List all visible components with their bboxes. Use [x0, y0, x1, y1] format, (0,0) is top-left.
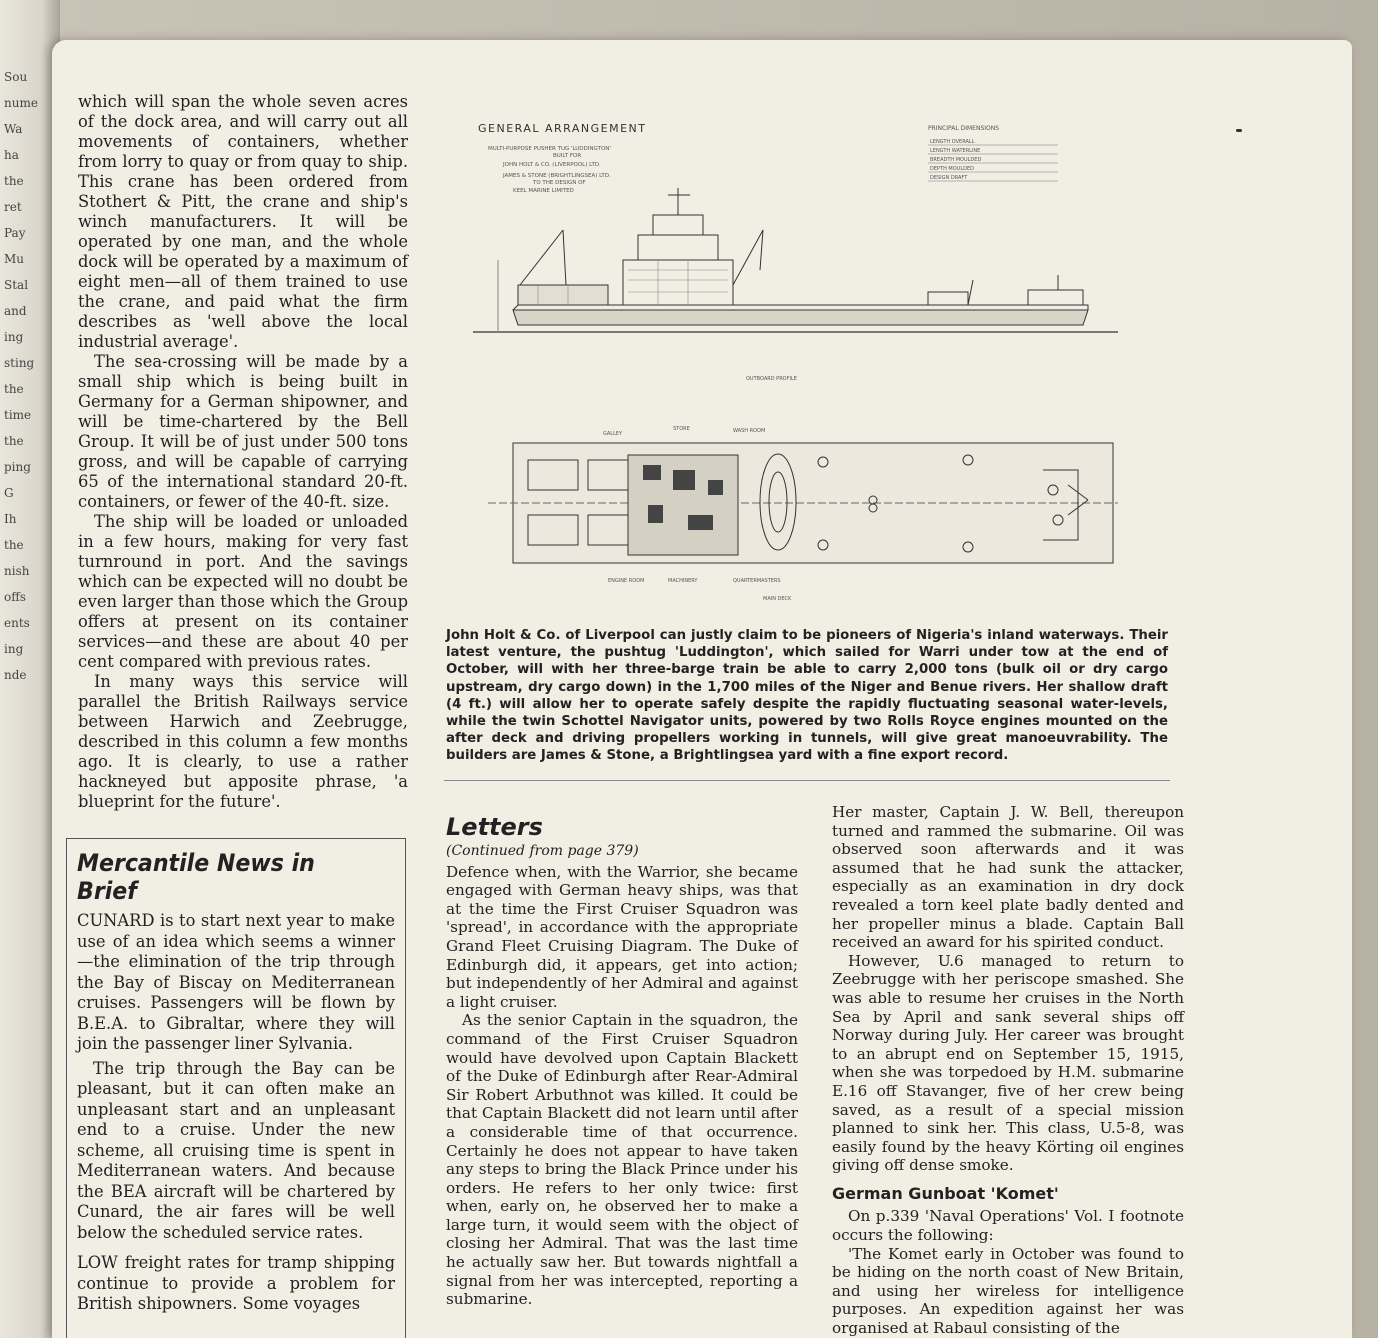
drawing-subtitle-4: JAMES & STONE (BRIGHTLINGSEA) LTD.: [503, 173, 611, 179]
komet-heading: German Gunboat 'Komet': [832, 1183, 1059, 1203]
mercantile-paragraph-3: LOW freight rates for tramp shipping continue to provide a problem for British shipowners. Some voyages: [77, 1253, 395, 1313]
previous-page-fragment: ret: [4, 200, 22, 214]
letters-title: Letters: [446, 813, 543, 841]
previous-page-fragment: Pay: [4, 226, 26, 240]
ship-general-arrangement-drawing: [458, 110, 1138, 610]
left-paragraph-4: In many ways this service will parallel the British Railways service between Harwich and Zeebrugge, described in this column a few months ago. It is clearly, to use a rather hackneyed but apposite phrase, 'a blueprint for the future'.: [78, 672, 408, 811]
horizontal-rule: [444, 780, 1170, 781]
left-paragraph-1: which will span the whole seven acres of the dock area, and will carry out all movements of containers, whether from lorry to quay or from quay to ship. This crane has been ordered from Stothert & Pitt, the crane and ship's winch manufacturers. It will be operated by one man, and the whole dock will be operated by a maximum of eight men—all of them trained to use the crane, and paid what the firm describes as 'well above the local industrial average'.: [78, 92, 408, 351]
drawing-subtitle-2: BUILT FOR: [553, 153, 582, 159]
right-paragraph-3: On p.339 'Naval Operations' Vol. I footnote occurs the following:: [832, 1207, 1184, 1245]
pencil-mark: [1236, 129, 1242, 132]
previous-page-fragment: the: [4, 174, 24, 188]
plan-label-store: STORE: [673, 426, 690, 432]
previous-page-fragment: Mu: [4, 252, 25, 266]
main-deck-plan: [488, 443, 1118, 563]
letters-paragraph-1: Defence when, with the Warrior, she became engaged with German heavy ships, was that at the time the First Cruiser Squadron was 'spread', in accordance with the appropriate Grand Fleet Cruising Diagram. The Duke of Edinburgh did, it appears, get into action; but independently of her Admiral and against a light cruiser.: [446, 862, 798, 1011]
right-column: [832, 803, 1184, 1338]
previous-page-fragment: Ih: [4, 512, 17, 526]
plan-label-wash-room: WASH ROOM: [733, 428, 766, 434]
mercantile-paragraph-1: CUNARD is to start next year to make use of an idea which seems a winner—the elimination of the trip through the Bay of Biscay on Mediterranean cruises. Passengers will be flown by B.E.A. to Gibraltar, where they will join the passenger liner Sylvania.: [77, 911, 395, 1053]
previous-page-fragment: ents: [4, 616, 30, 630]
previous-page-fragment: G: [4, 486, 14, 500]
right-paragraph-1: Her master, Captain J. W. Bell, thereupon turned and rammed the submarine. Oil was observed soon afterwards and it was assumed that he had sunk the attacker, especially as an examination in dry dock revealed a torn keel plate badly dented and her propeller minus a blade. Captain Ball received an award for his spirited conduct.: [832, 803, 1184, 952]
dimension-4: DEPTH MOULDED: [930, 166, 974, 172]
mercantile-paragraph-2: The trip through the Bay can be pleasant, but it can often make an unpleasant start and an unpleasant end to a cruise. Under the new scheme, all cruising time is spent in Mediterranean waters. And because the BEA aircraft will be chartered by Cunard, the air fares will be well below the scheduled service rates.: [77, 1058, 395, 1242]
plan-label-engine-room: ENGINE ROOM: [608, 578, 645, 584]
left-paragraph-3: The ship will be loaded or unloaded in a few hours, making for very fast turnround in port. And the savings which can be expected will no doubt be even larger than those which the Group offers at present on its container services—and these are about 40 per cent compared with previous rates.: [78, 512, 408, 671]
drawing-subtitle-5: TO THE DESIGN OF: [533, 180, 586, 186]
letters-continued-note: (Continued from page 379): [446, 843, 639, 859]
mercantile-news-title: Mercantile News in Brief: [77, 849, 315, 905]
left-column: [78, 92, 408, 812]
drawing-caption: John Holt & Co. of Liverpool can justly claim to be pioneers of Nigeria's inland waterways. Their latest venture, the pushtug 'Luddington', which sailed for Warri under tow at the end of October, will with her three-barge train be able to carry 2,000 tons (bulk oil or dry cargo upstream, dry cargo down) in the 1,700 miles of the Niger and Benue rivers. Her shallow draft (4 ft.) will allow her to operate safely despite the rapidly fluctuating seasonal water-levels, while the twin Schottel Navigator units, powered by two Rolls Royce engines mounted on the after deck and driving propellers working in tunnels, will give great manoeuvrability. The builders are James & Stone, a Brightlingsea yard with a fine export record.: [446, 628, 1168, 764]
profile-label: OUTBOARD PROFILE: [746, 376, 797, 382]
outboard-profile: [473, 188, 1118, 332]
letters-paragraph-2: As the senior Captain in the squadron, the command of the First Cruiser Squadron would have devolved upon Captain Blackett of the Duke of Edinburgh after Rear-Admiral Sir Robert Arbuthnot was killed. It could be that Captain Blackett did not learn until after a considerable time of that occurrence. Certainly he does not appear to have taken any steps to bring the Black Prince under his orders. He refers to her only twice: first when, early on, he observed her to make a large turn, it would seem with the object of closing her Admiral. That was the last time he actually saw her. But towards nightfall a signal from her was intercepted, reporting a submarine.: [446, 1011, 798, 1309]
right-paragraph-2: However, U.6 managed to return to Zeebrugge with her periscope smashed. She was able to resume her cruises in the North Sea by April and sank several ships off Norway during July. Her career was brought to an abrupt end on September 15, 1915, when she was torpedoed by H.M. submarine E.16 off Stavanger, five of her crew being saved, as a result of a special mission planned to sink her. This class, U.5-8, was easily found by the heavy Körting oil engines giving off dense smoke.: [832, 951, 1184, 1175]
previous-page-edge: [0, 0, 60, 1338]
plan-label-machinery: MACHINERY: [668, 578, 698, 584]
dimension-3: BREADTH MOULDED: [930, 157, 982, 163]
dimension-1: LENGTH OVERALL: [930, 139, 975, 145]
previous-page-fragment: and: [4, 304, 27, 318]
previous-page-fragment: offs: [4, 590, 26, 604]
dimensions-title: PRINCIPAL DIMENSIONS: [928, 125, 1000, 132]
previous-page-fragment: ing: [4, 642, 24, 656]
drawing-subtitle-3: JOHN HOLT & CO. (LIVERPOOL) LTD.: [503, 162, 601, 168]
previous-page-fragment: Sou: [4, 70, 28, 84]
previous-page-fragment: the: [4, 434, 24, 448]
previous-page-fragment: sting: [4, 356, 35, 370]
plan-label-quartermasters: QUARTERMASTERS: [733, 578, 781, 584]
previous-page-fragment: Stal: [4, 278, 29, 292]
previous-page-fragment: time: [4, 408, 32, 422]
previous-page-fragment: the: [4, 382, 24, 396]
drawing-title: GENERAL ARRANGEMENT: [478, 122, 647, 135]
dimension-5: DESIGN DRAFT: [930, 175, 968, 181]
previous-page-fragment: ping: [4, 460, 31, 474]
right-paragraph-4: 'The Komet early in October was found to be hiding on the north coast of New Britain, and using her wireless for intelligence purposes. An expedition against her was organised at Rabaul consisting of the: [832, 1244, 1184, 1338]
plan-label-main-deck: MAIN DECK: [763, 596, 792, 602]
previous-page-fragment: the: [4, 538, 24, 552]
letters-column: [446, 812, 798, 1309]
left-paragraph-2: The sea-crossing will be made by a small ship which is being built in Germany for a German shipowner, and will be time-chartered by the Bell Group. It will be of just under 500 tons gross, and will be capable of carrying 65 of the international standard 20-ft. containers, or fewer of the 40-ft. size.: [78, 352, 408, 511]
previous-page-fragment: ha: [4, 148, 19, 162]
mercantile-news-box: [66, 838, 406, 1338]
previous-page-fragment: ing: [4, 330, 24, 344]
previous-page-fragment: nish: [4, 564, 30, 578]
drawing-subtitle-1: MULTI-PURPOSE PUSHER TUG 'LUDDINGTON': [488, 146, 611, 152]
drawing-subtitle-6: KEEL MARINE LIMITED: [513, 188, 574, 194]
dimension-2: LENGTH WATERLINE: [930, 148, 981, 154]
previous-page-fragment: Wa: [4, 122, 23, 136]
plan-label-galley: GALLEY: [603, 431, 623, 437]
previous-page-fragment: nume: [4, 96, 38, 110]
previous-page-fragment: nde: [4, 668, 27, 682]
